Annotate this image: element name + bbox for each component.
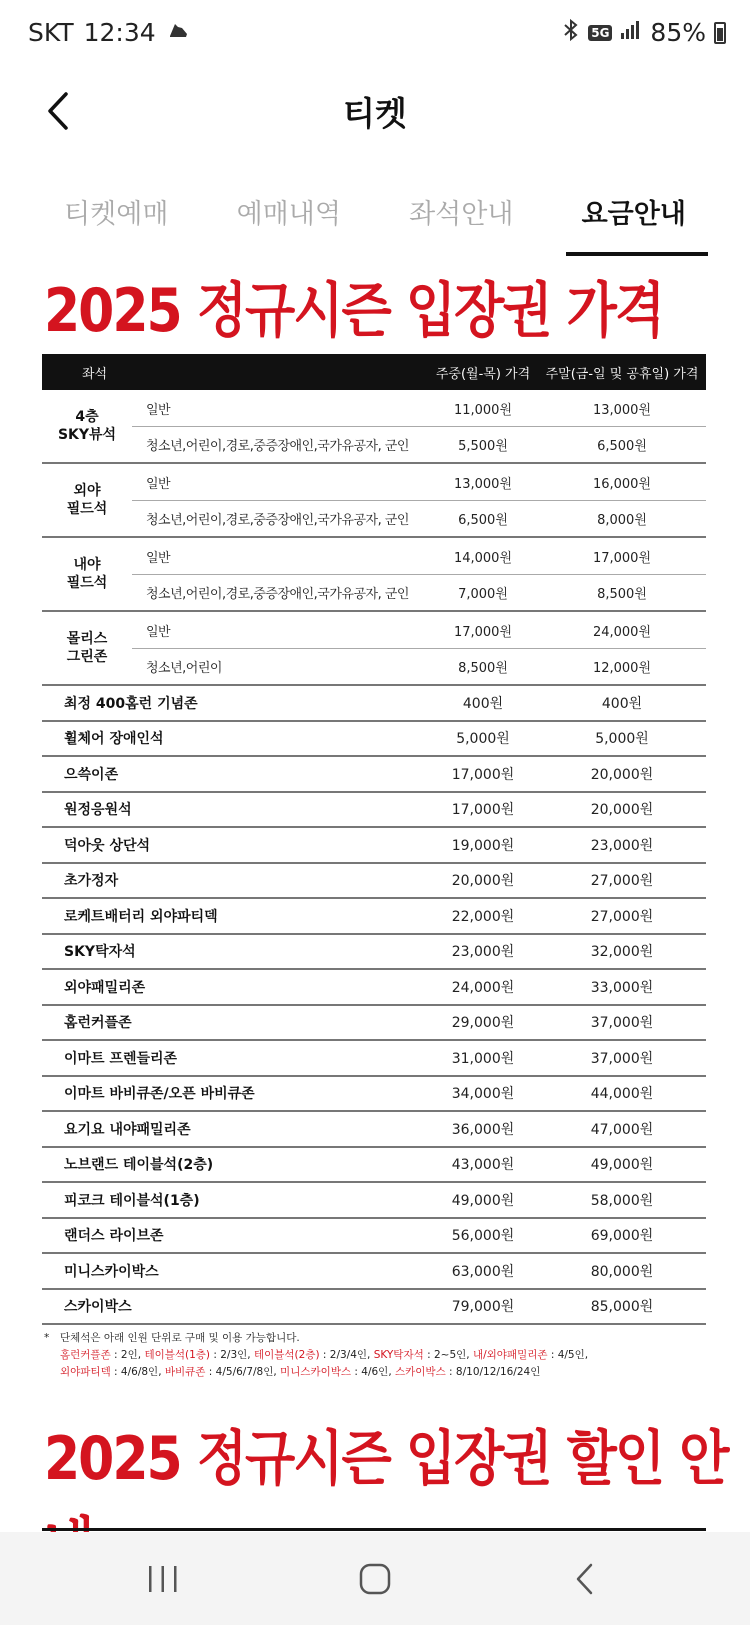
weekday-price: 31,000원: [451, 1050, 515, 1067]
note-seat-count: : 2/3/4인,: [319, 1349, 374, 1361]
battery-percent: 85%: [650, 18, 706, 47]
ticket-type: 청소년,어린이: [146, 661, 222, 676]
seat-name: 이마트 프렌들리존: [64, 1050, 178, 1067]
table-row: [132, 648, 706, 684]
note-seat-name: 바비큐존: [164, 1366, 206, 1378]
table-row: [42, 793, 706, 829]
weekday-price: 19,000원: [451, 837, 515, 854]
table-row: [42, 828, 706, 864]
weekday-price: 23,000원: [451, 944, 515, 961]
note-bullet: *: [44, 1332, 50, 1344]
system-back-button[interactable]: [535, 1532, 635, 1625]
seat-name: 요기요 내야패밀리존: [64, 1121, 191, 1138]
group-seat-notes: [44, 1330, 684, 1381]
ticket-type: 일반: [146, 402, 171, 418]
table-row: [132, 464, 706, 500]
seat-name: 스카이박스: [64, 1299, 132, 1316]
note-seat-name: 외야파티덱: [60, 1366, 111, 1378]
note-seat-name: 미니스카이박스: [280, 1366, 352, 1378]
weekend-price: 58,000원: [590, 1192, 654, 1209]
seat-group-rows: [132, 464, 706, 536]
table-row: [42, 1041, 706, 1077]
note-seat-count: : 4/6인,: [351, 1366, 395, 1378]
table-row: [132, 426, 706, 462]
battery-icon: [714, 22, 726, 44]
table-row: [42, 1006, 706, 1042]
weekday-price: 17,000원: [453, 624, 513, 640]
weekend-price: 8,500원: [597, 587, 647, 602]
weekday-price: 17,000원: [451, 802, 515, 819]
weekend-price: 37,000원: [590, 1050, 654, 1067]
seat-name: 휠체어 장애인석: [64, 731, 164, 748]
table-row: [42, 864, 706, 900]
recents-icon: [146, 1564, 180, 1594]
weekday-price: 43,000원: [451, 1157, 515, 1174]
table-row: [42, 899, 706, 935]
tab-price-guide[interactable]: 요금안내: [548, 180, 721, 256]
weekend-price: 44,000원: [590, 1086, 654, 1103]
table-header: [42, 354, 706, 390]
seat-group: [42, 464, 706, 538]
weekday-price: 14,000원: [453, 550, 513, 566]
seat-name: 랜더스 라이브존: [64, 1228, 164, 1245]
seat-group-name: 몰리스 그린존: [66, 631, 108, 665]
note-line: [44, 1347, 684, 1364]
table-row: [42, 1219, 706, 1255]
weekend-price: 80,000원: [590, 1263, 654, 1280]
shoe-icon: [166, 18, 190, 47]
table-row: [42, 1112, 706, 1148]
seat-name: 이마트 바비큐존/오픈 바비큐존: [64, 1086, 255, 1103]
tab-booking-history[interactable]: 예매내역: [236, 199, 341, 230]
weekday-price: 400원: [462, 695, 504, 712]
seat-group-rows: [132, 538, 706, 610]
ticket-type: 일반: [146, 624, 171, 640]
table-row: [42, 1254, 706, 1290]
seat-group-rows: [132, 390, 706, 462]
seat-name: 피코크 테이블석(1층): [64, 1192, 200, 1209]
note-seat-count: : 4/5인,: [547, 1349, 589, 1361]
weekday-price: 36,000원: [451, 1121, 515, 1138]
weekend-price: 27,000원: [590, 873, 654, 890]
weekend-price: 20,000원: [590, 802, 654, 819]
weekday-price: 29,000원: [451, 1015, 515, 1032]
weekday-price: 6,500원: [458, 513, 508, 528]
seat-group-name: 내야 필드석: [66, 557, 108, 591]
recent-apps-button[interactable]: [113, 1532, 213, 1625]
table-row: [132, 574, 706, 610]
weekday-price: 11,000원: [453, 402, 513, 418]
table-row: [132, 538, 706, 574]
home-button[interactable]: [325, 1532, 425, 1625]
tab-ticket-booking[interactable]: 티켓예매: [64, 199, 169, 230]
column-header-weekend: 주말(금-일 및 공휴일) 가격: [545, 366, 699, 382]
seat-name: 홈런커플존: [64, 1015, 132, 1032]
weekday-price: 24,000원: [451, 979, 515, 996]
seat-name: 미니스카이박스: [64, 1263, 159, 1280]
weekend-price: 12,000원: [592, 661, 652, 676]
weekday-price: 7,000원: [458, 587, 508, 602]
note-seat-count: : 2~5인,: [423, 1349, 473, 1361]
ticket-type: 일반: [146, 550, 171, 566]
table-row: [42, 1148, 706, 1184]
seat-name: 외야패밀리존: [64, 979, 146, 996]
weekend-price: 20,000원: [590, 766, 654, 783]
divider: [42, 1528, 706, 1531]
note-line: [44, 1364, 684, 1381]
discount-heading: 2025 정규시즌 입장권 할인 안: [44, 1424, 728, 1494]
ticket-type: 청소년,어린이,경로,중증장애인,국가유공자, 군인: [146, 587, 409, 602]
weekday-price: 49,000원: [451, 1192, 515, 1209]
weekend-price: 32,000원: [590, 944, 654, 961]
seat-group-rows: [132, 612, 706, 684]
seat-name: 최정 400홈런 기념존: [64, 695, 198, 712]
table-row: [42, 970, 706, 1006]
status-bar: [0, 0, 750, 70]
weekday-price: 20,000원: [451, 873, 515, 890]
ticket-type: 청소년,어린이,경로,중증장애인,국가유공자, 군인: [146, 513, 409, 528]
weekday-price: 17,000원: [451, 766, 515, 783]
column-header-seat: 좌석: [82, 366, 108, 382]
tab-bar: [30, 180, 720, 256]
weekday-price: 63,000원: [451, 1263, 515, 1280]
seat-name: 로케트배터리 외야파티덱: [64, 908, 218, 925]
weekday-price: 8,500원: [458, 661, 508, 676]
table-row: [42, 757, 706, 793]
tab-seat-guide[interactable]: 좌석안내: [409, 199, 514, 230]
grouped-rows: [42, 390, 706, 686]
bluetooth-icon: [562, 18, 580, 47]
table-row: [42, 1290, 706, 1326]
weekend-price: 23,000원: [590, 837, 654, 854]
app-header: [0, 70, 750, 150]
seat-group: [42, 390, 706, 464]
note-seat-count: : 4/5/6/7/8인,: [205, 1366, 281, 1378]
back-icon: [573, 1562, 597, 1596]
table-row: [132, 500, 706, 536]
table-row: [132, 612, 706, 648]
weekend-price: 27,000원: [590, 908, 654, 925]
weekday-price: 13,000원: [453, 476, 513, 492]
seat-group: [42, 538, 706, 612]
seat-group: [42, 612, 706, 686]
seat-name: 노브랜드 테이블석(2층): [64, 1157, 214, 1174]
weekend-price: 13,000원: [592, 402, 652, 418]
seat-name: 으쓱이존: [64, 766, 119, 783]
signal-icon: [620, 19, 642, 46]
system-nav-bar: [0, 1532, 750, 1625]
table-row: [132, 390, 706, 426]
weekend-price: 85,000원: [590, 1299, 654, 1316]
seat-group-name: 4층 SKY뷰석: [57, 409, 117, 443]
weekend-price: 49,000원: [590, 1157, 654, 1174]
column-header-weekday: 주중(월-목) 가격: [435, 366, 531, 382]
weekend-price: 400원: [601, 695, 643, 712]
weekday-price: 79,000원: [451, 1299, 515, 1316]
weekday-price: 5,500원: [458, 439, 508, 454]
home-icon: [358, 1562, 392, 1596]
seat-name: SKY탁자석: [64, 944, 136, 961]
note-seat-name: 테이블석(2층): [253, 1349, 320, 1361]
note-seat-name: 스카이박스: [395, 1366, 446, 1378]
seat-name: 덕아웃 상단석: [64, 837, 151, 854]
page-title: 티켓: [343, 94, 407, 133]
weekend-price: 8,000원: [597, 513, 647, 528]
weekend-price: 17,000원: [592, 550, 652, 566]
single-rows: [42, 686, 706, 1325]
clock: 12:34: [83, 18, 156, 47]
carrier-label: SKT: [28, 18, 74, 47]
weekday-price: 34,000원: [451, 1086, 515, 1103]
note-seat-name: 테이블석(1층): [144, 1349, 211, 1361]
weekend-price: 16,000원: [592, 476, 652, 492]
price-heading: 2025 정규시즌 입장권 가격: [44, 276, 664, 346]
seat-group-name: 외야 필드석: [66, 483, 108, 517]
ticket-type: 청소년,어린이,경로,중증장애인,국가유공자, 군인: [146, 439, 409, 454]
table-row: [42, 1077, 706, 1113]
network-badge: 5G: [588, 25, 612, 41]
note-seat-count: : 2/3인,: [210, 1349, 254, 1361]
weekday-price: 56,000원: [451, 1228, 515, 1245]
weekend-price: 37,000원: [590, 1015, 654, 1032]
weekday-price: 5,000원: [456, 731, 510, 748]
weekend-price: 6,500원: [597, 439, 647, 454]
weekend-price: 24,000원: [592, 624, 652, 640]
note-seat-name: SKY탁자석: [373, 1349, 424, 1361]
note-seat-name: 내/외야패밀리존: [472, 1349, 548, 1361]
weekend-price: 5,000원: [595, 731, 649, 748]
table-row: [42, 722, 706, 758]
table-row: [42, 935, 706, 971]
seat-name: 초가정자: [64, 873, 119, 890]
table-row: [42, 1183, 706, 1219]
price-table: [42, 354, 706, 1325]
weekday-price: 22,000원: [451, 908, 515, 925]
weekend-price: 69,000원: [590, 1228, 654, 1245]
note-intro: 단체석은 아래 인원 단위로 구매 및 이용 가능합니다.: [60, 1332, 300, 1344]
weekend-price: 47,000원: [590, 1121, 654, 1138]
note-seat-count: : 2인,: [110, 1349, 145, 1361]
note-seat-count: : 8/10/12/16/24인: [445, 1366, 541, 1378]
table-row: [42, 686, 706, 722]
note-seat-name: 홈런커플존: [60, 1349, 111, 1361]
note-seat-count: : 4/6/8인,: [110, 1366, 165, 1378]
seat-name: 원정응원석: [64, 802, 132, 819]
weekend-price: 33,000원: [590, 979, 654, 996]
ticket-type: 일반: [146, 476, 171, 492]
